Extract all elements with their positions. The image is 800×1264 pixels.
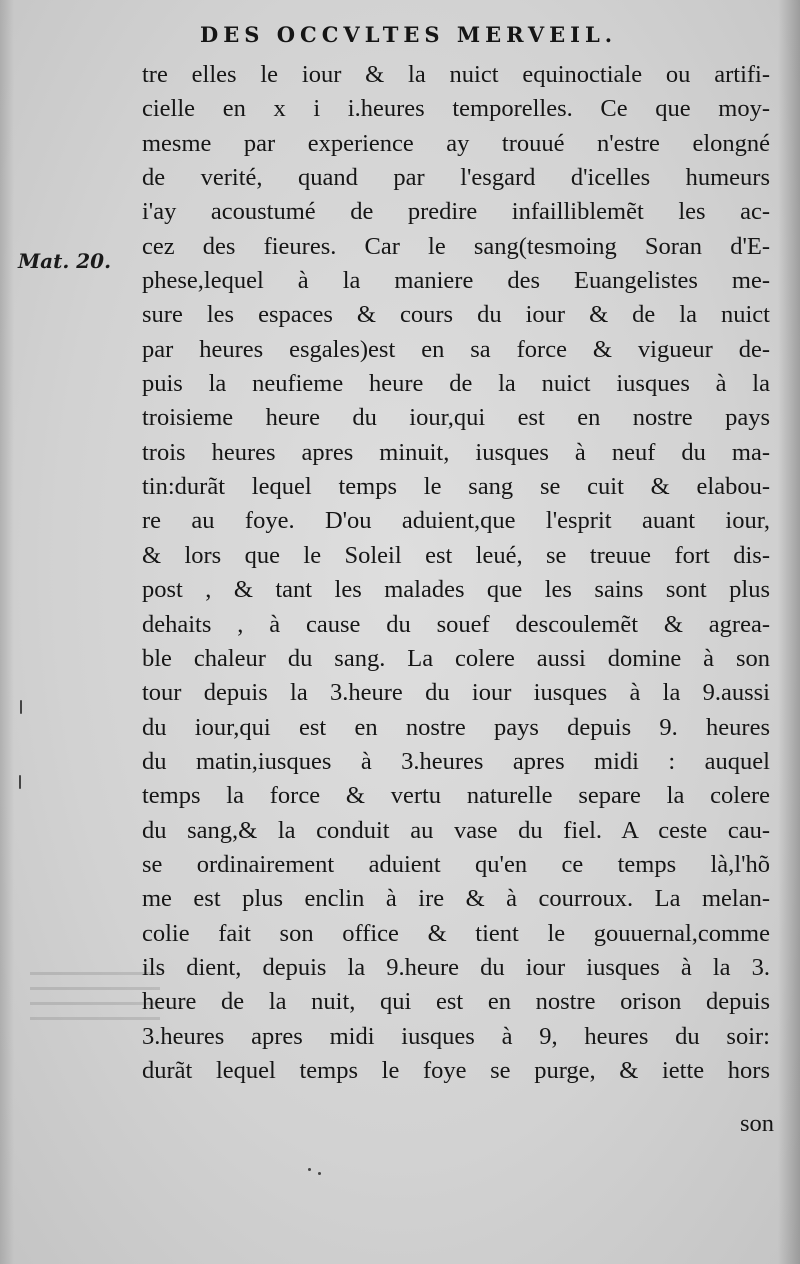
text-line: cielle en x i i.heures temporelles. Ce que moy- xyxy=(142,95,770,123)
text-line: du iour,qui est en nostre pays depuis 9. heures xyxy=(142,713,770,741)
text-line: ils dient, depuis la 9.heure du iour iusques à la 3. xyxy=(142,953,770,981)
text-line: phese,lequel à la maniere des Euangelistes me- xyxy=(142,267,770,295)
text-line: post , & tant les malades que les sains sont plus xyxy=(142,576,770,604)
text-line: heure de la nuit, qui est en nostre orison depuis xyxy=(142,988,770,1016)
text-line: ble chaleur du sang. La colere aussi domine à son xyxy=(142,644,770,672)
text-line: de verité, quand par l'esgard d'icelles humeurs xyxy=(142,164,770,192)
text-line: 3.heures apres midi iusques à 9, heures du soir: xyxy=(142,1022,770,1050)
text-line: durãt lequel temps le foye se purge, & iette hors xyxy=(142,1056,770,1084)
text-line: troisieme heure du iour,qui est en nostre pays xyxy=(142,404,770,432)
text-line: tin:durãt lequel temps le sang se cuit & elabou- xyxy=(142,473,770,501)
show-through-bleed xyxy=(30,960,160,1050)
text-line: se ordinairement aduient qu'en ce temps là,l'hõ xyxy=(142,850,770,878)
text-line: & lors que le Soleil est leué, se treuue fort dis- xyxy=(142,541,770,569)
text-line: par heures esgales)est en sa force & vigueur de- xyxy=(142,335,770,363)
margin-note: Mat. 20. xyxy=(18,249,112,273)
text-line: re au foye. D'ou aduient,que l'esprit auant iour, xyxy=(142,507,770,535)
body-text xyxy=(142,58,770,1088)
text-line: du sang,& la conduit au vase du fiel. A ceste cau- xyxy=(142,816,770,844)
text-line: me est plus enclin à ire & à courroux. La melan- xyxy=(142,885,770,913)
text-line: sure les espaces & cours du iour & de la nuict xyxy=(142,301,770,329)
ink-speck xyxy=(308,1168,311,1171)
ink-speck xyxy=(20,700,22,714)
text-line: cez des fieures. Car le sang(tesmoing Soran d'E- xyxy=(142,232,770,260)
ink-speck xyxy=(318,1172,321,1175)
text-line: puis la neufieme heure de la nuict iusques à la xyxy=(142,370,770,398)
text-line: dehaits , à cause du souef descoulemẽt & agrea- xyxy=(142,610,770,638)
running-head: DES OCCVLTES MERVEIL. xyxy=(200,22,618,47)
text-line: tre elles le iour & la nuict equinoctiale ou artifi- xyxy=(142,61,770,88)
text-line: tour depuis la 3.heure du iour iusques à la 9.aussi xyxy=(142,679,770,707)
text-line: i'ay acoustumé de predire infailliblemẽt les ac- xyxy=(142,198,770,226)
page-gutter-shadow xyxy=(0,0,14,1264)
text-line: du matin,iusques à 3.heures apres midi : auquel xyxy=(142,747,770,775)
catchword: son xyxy=(739,1110,774,1137)
text-line: mesme par experience ay trouué n'estre elongné xyxy=(142,129,770,157)
text-line: temps la force & vertu naturelle separe la colere xyxy=(142,782,770,810)
ink-speck xyxy=(19,775,21,789)
page-edge-shadow xyxy=(778,0,800,1264)
text-line: trois heures apres minuit, iusques à neuf du ma- xyxy=(142,438,770,466)
text-line: colie fait son office & tient le gouuernal,comme xyxy=(142,919,770,947)
